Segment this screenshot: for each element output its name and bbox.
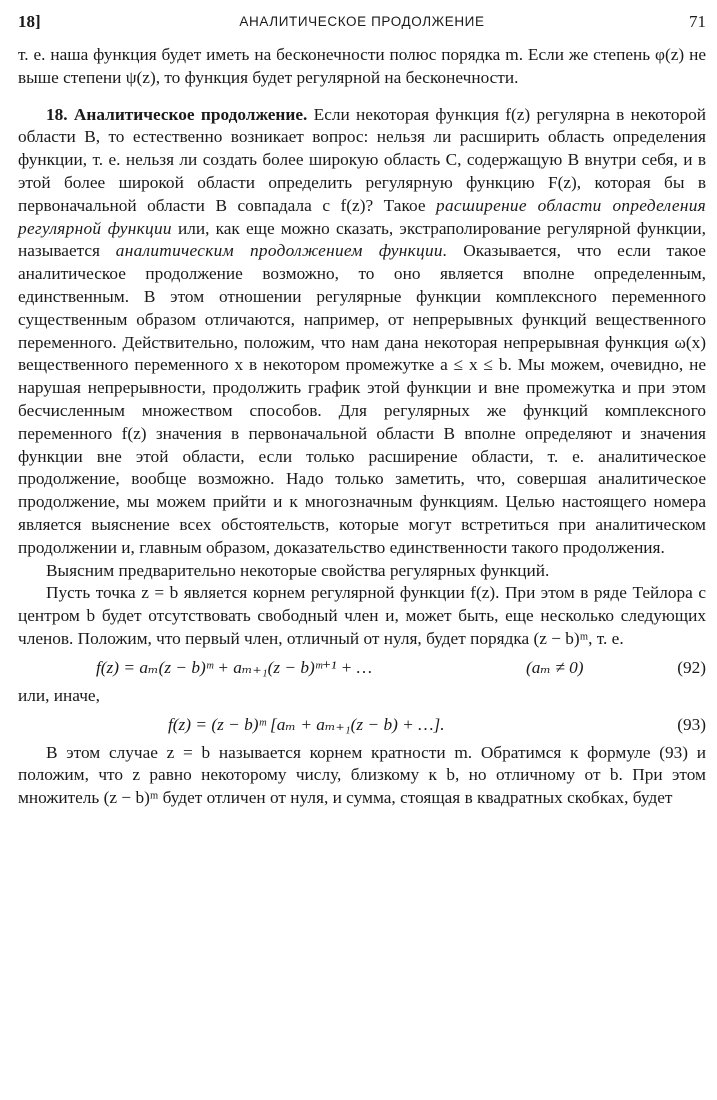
p1-text-c: Оказывается, что если такое аналитическое продолжение возможно, то оно является вполне определенным, единственным. В этом отношении регулярные функции комплексного переменного существенным образом отличаются, например, от непрерывных функций вещественного переменного. Действительно, положим, что нам дана некоторая непрерывная функция ω(x) вещественного переменного x в некотором промежутке a ≤ x ≤ b. Мы можем, очевидно, не нарушая непрерывности, продолжить график этой функции и вне промежутка и при этом бесчисленным множеством способов. Для регулярных же функций комплексного переменного f(z) значения в первоначальной области B вполне определяют и значения функции вне этой области, если только расширение области, т. е. аналитическое продолжение, вообще возможно. Надо только заметить, что, совершая аналитическое продолжение, мы можем прийти и к многозначным функциям. Целью настоящего номера является выяснение всех обстоятельств, которые могут встретиться при аналитическом продолжении и, главным образом, доказательство единственности такого продолжения. <box>18 241 706 557</box>
intro-paragraph: т. е. наша функция будет иметь на бесконечности полюс порядка m. Если же степень φ(z) не выше степени ψ(z), то функция будет регулярной на бесконечности. <box>18 45 706 87</box>
p1-text-b: или, как еще можно сказать, экстраполирование регулярной функции, называется <box>18 218 706 261</box>
equation-92-number: (92) <box>677 657 706 677</box>
equation-93-number: (93) <box>677 714 706 734</box>
equation-92-condition: (aₘ ≠ 0) <box>526 657 584 677</box>
equation-93-expression: f(z) = (z − b)ᵐ [aₘ + aₘ₊₁(z − b) + …]. <box>168 714 445 734</box>
equation-93 <box>18 708 706 742</box>
section-paragraph-3: Пусть точка z = b является корнем регулярной функции f(z). При этом в ряде Тейлора с центром b будет отсутствовать свободный член и, может быть, еще несколько следующих членов. Положим, что первый член, отличный от нуля, будет порядка (z − b)ᵐ, т. е. <box>18 583 706 648</box>
p1-emphasis-2: аналитическим продолжением функции. <box>115 241 448 261</box>
section-paragraph-1 <box>18 104 706 560</box>
section-marker: 18] <box>18 12 41 31</box>
section-heading: 18. Аналитическое продолжение. <box>46 104 308 124</box>
section-paragraph-4: или, иначе, <box>18 685 100 705</box>
book-page <box>18 12 706 810</box>
section-paragraph-5: В этом случае z = b называется корнем кратности m. Обратимся к формуле (93) и положим, что z равно некоторому числу, близкому к b, но отличному от b. При этом множитель (z − b)ᵐ будет отличен от нуля, и сумма, стоящая в квадратных скобках, будет <box>18 742 706 808</box>
section-paragraph-2: Выясним предварительно некоторые свойства регулярных функций. <box>46 560 550 580</box>
equation-92 <box>18 651 706 685</box>
equation-92-expression: f(z) = aₘ(z − b)ᵐ + aₘ₊₁(z − b)ᵐ⁺¹ + … <box>96 657 372 677</box>
running-header <box>18 12 706 38</box>
page-number: 71 <box>689 12 706 31</box>
p1-emphasis-1: расширение области определения регулярной функции <box>18 195 706 238</box>
running-title: АНАЛИТИЧЕСКОЕ ПРОДОЛЖЕНИЕ <box>239 14 485 29</box>
p1-text-a: Если некоторая функция f(z) регулярна в некоторой области B, то естественно возникает вопрос: нельзя ли расширить область определения функции, т. е. нельзя ли создать более широкую область C, содержащую B внутри себя, и в этой более широкой области определить регулярную функцию F(z), которая бы в первоначальной области B совпадала с f(z)? Такое <box>18 104 706 215</box>
